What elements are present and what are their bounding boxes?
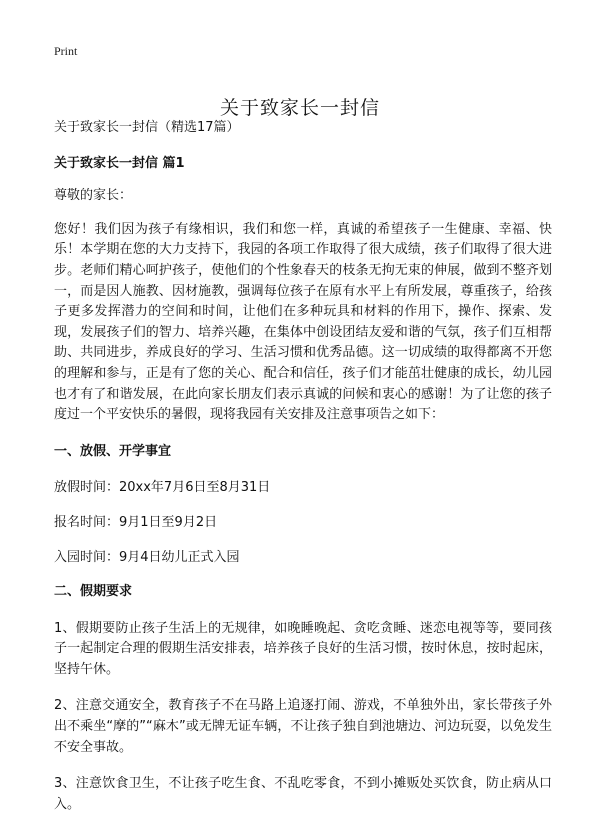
- requirement-item: 1、假期要防止孩子生活上的无规律，如晚睡晚起、贪吃贪睡、迷恋电视等等，要同孩子一起制定合理的假期生活安排表，培养孩子良好的生活习惯，按时休息，按时起床，坚持午休。: [54, 620, 552, 677]
- article-heading: 关于致家长一封信 篇1: [54, 155, 185, 171]
- enrollment-time: 入园时间：9月4日幼儿正式入园: [54, 549, 240, 565]
- vacation-time: 放假时间：20xx年7月6日至8月31日: [54, 480, 271, 496]
- document-body: [54, 118, 552, 831]
- section-heading-vacation: 一、放假、开学事宜: [54, 443, 172, 459]
- page-title: 关于致家长一封信: [219, 96, 380, 119]
- intro-paragraph: 您好！我们因为孩子有缘相识，我们和您一样，真诚的希望孩子一生健康、幸福、快乐！本学期在您的大力支持下，我园的各项工作取得了很大成绩，孩子们取得了很大进步。老师们精心呵护孩子，使他们的个性象春天的枝条无拘无束的伸展，做到不整齐划一，而是因人施教、因材施教，强调每位孩子在原有水平上有所发展，尊重孩子，给孩子更多发挥潜力的空间和时间，让他们在多种玩具和材料的作用下，操作、探索、发现，发展孩子们的智力、培养兴趣，在集体中创设团结友爱和谐的气氛，孩子们互相帮助、共同进步，养成良好的学习、生活习惯和优秀品德。这一切成绩的取得都离不开您的理解和参与，正是有了您的关心、配合和信任，孩子们才能茁壮健康的成长，幼儿园也才有了和谐发展，在此向家长朋友们表示真诚的问候和衷心的感谢！为了让您的孩子度过一个平安快乐的暑假，现将我园有关安排及注意事项告之如下：: [54, 221, 552, 423]
- registration-time: 报名时间：9月1日至9月2日: [54, 514, 218, 530]
- print-label: Print: [54, 44, 78, 58]
- requirement-item: 3、注意饮食卫生，不让孩子吃生食、不乱吃零食，不到小摊贩处买饮食，防止病从口入。: [54, 776, 552, 812]
- section-heading-requirements: 二、假期要求: [54, 584, 133, 600]
- document-subtitle: 关于致家长一封信（精选17篇）: [54, 120, 240, 135]
- requirement-item: 2、注意交通安全，教育孩子不在马路上追逐打闹、游戏，不单独外出，家长带孩子外出不乘坐“摩的”“麻木”或无牌无证车辆，不让孩子独自到池塘边、河边玩耍，以免发生不安全事故。: [54, 698, 552, 755]
- greeting: 尊敬的家长：: [54, 188, 133, 204]
